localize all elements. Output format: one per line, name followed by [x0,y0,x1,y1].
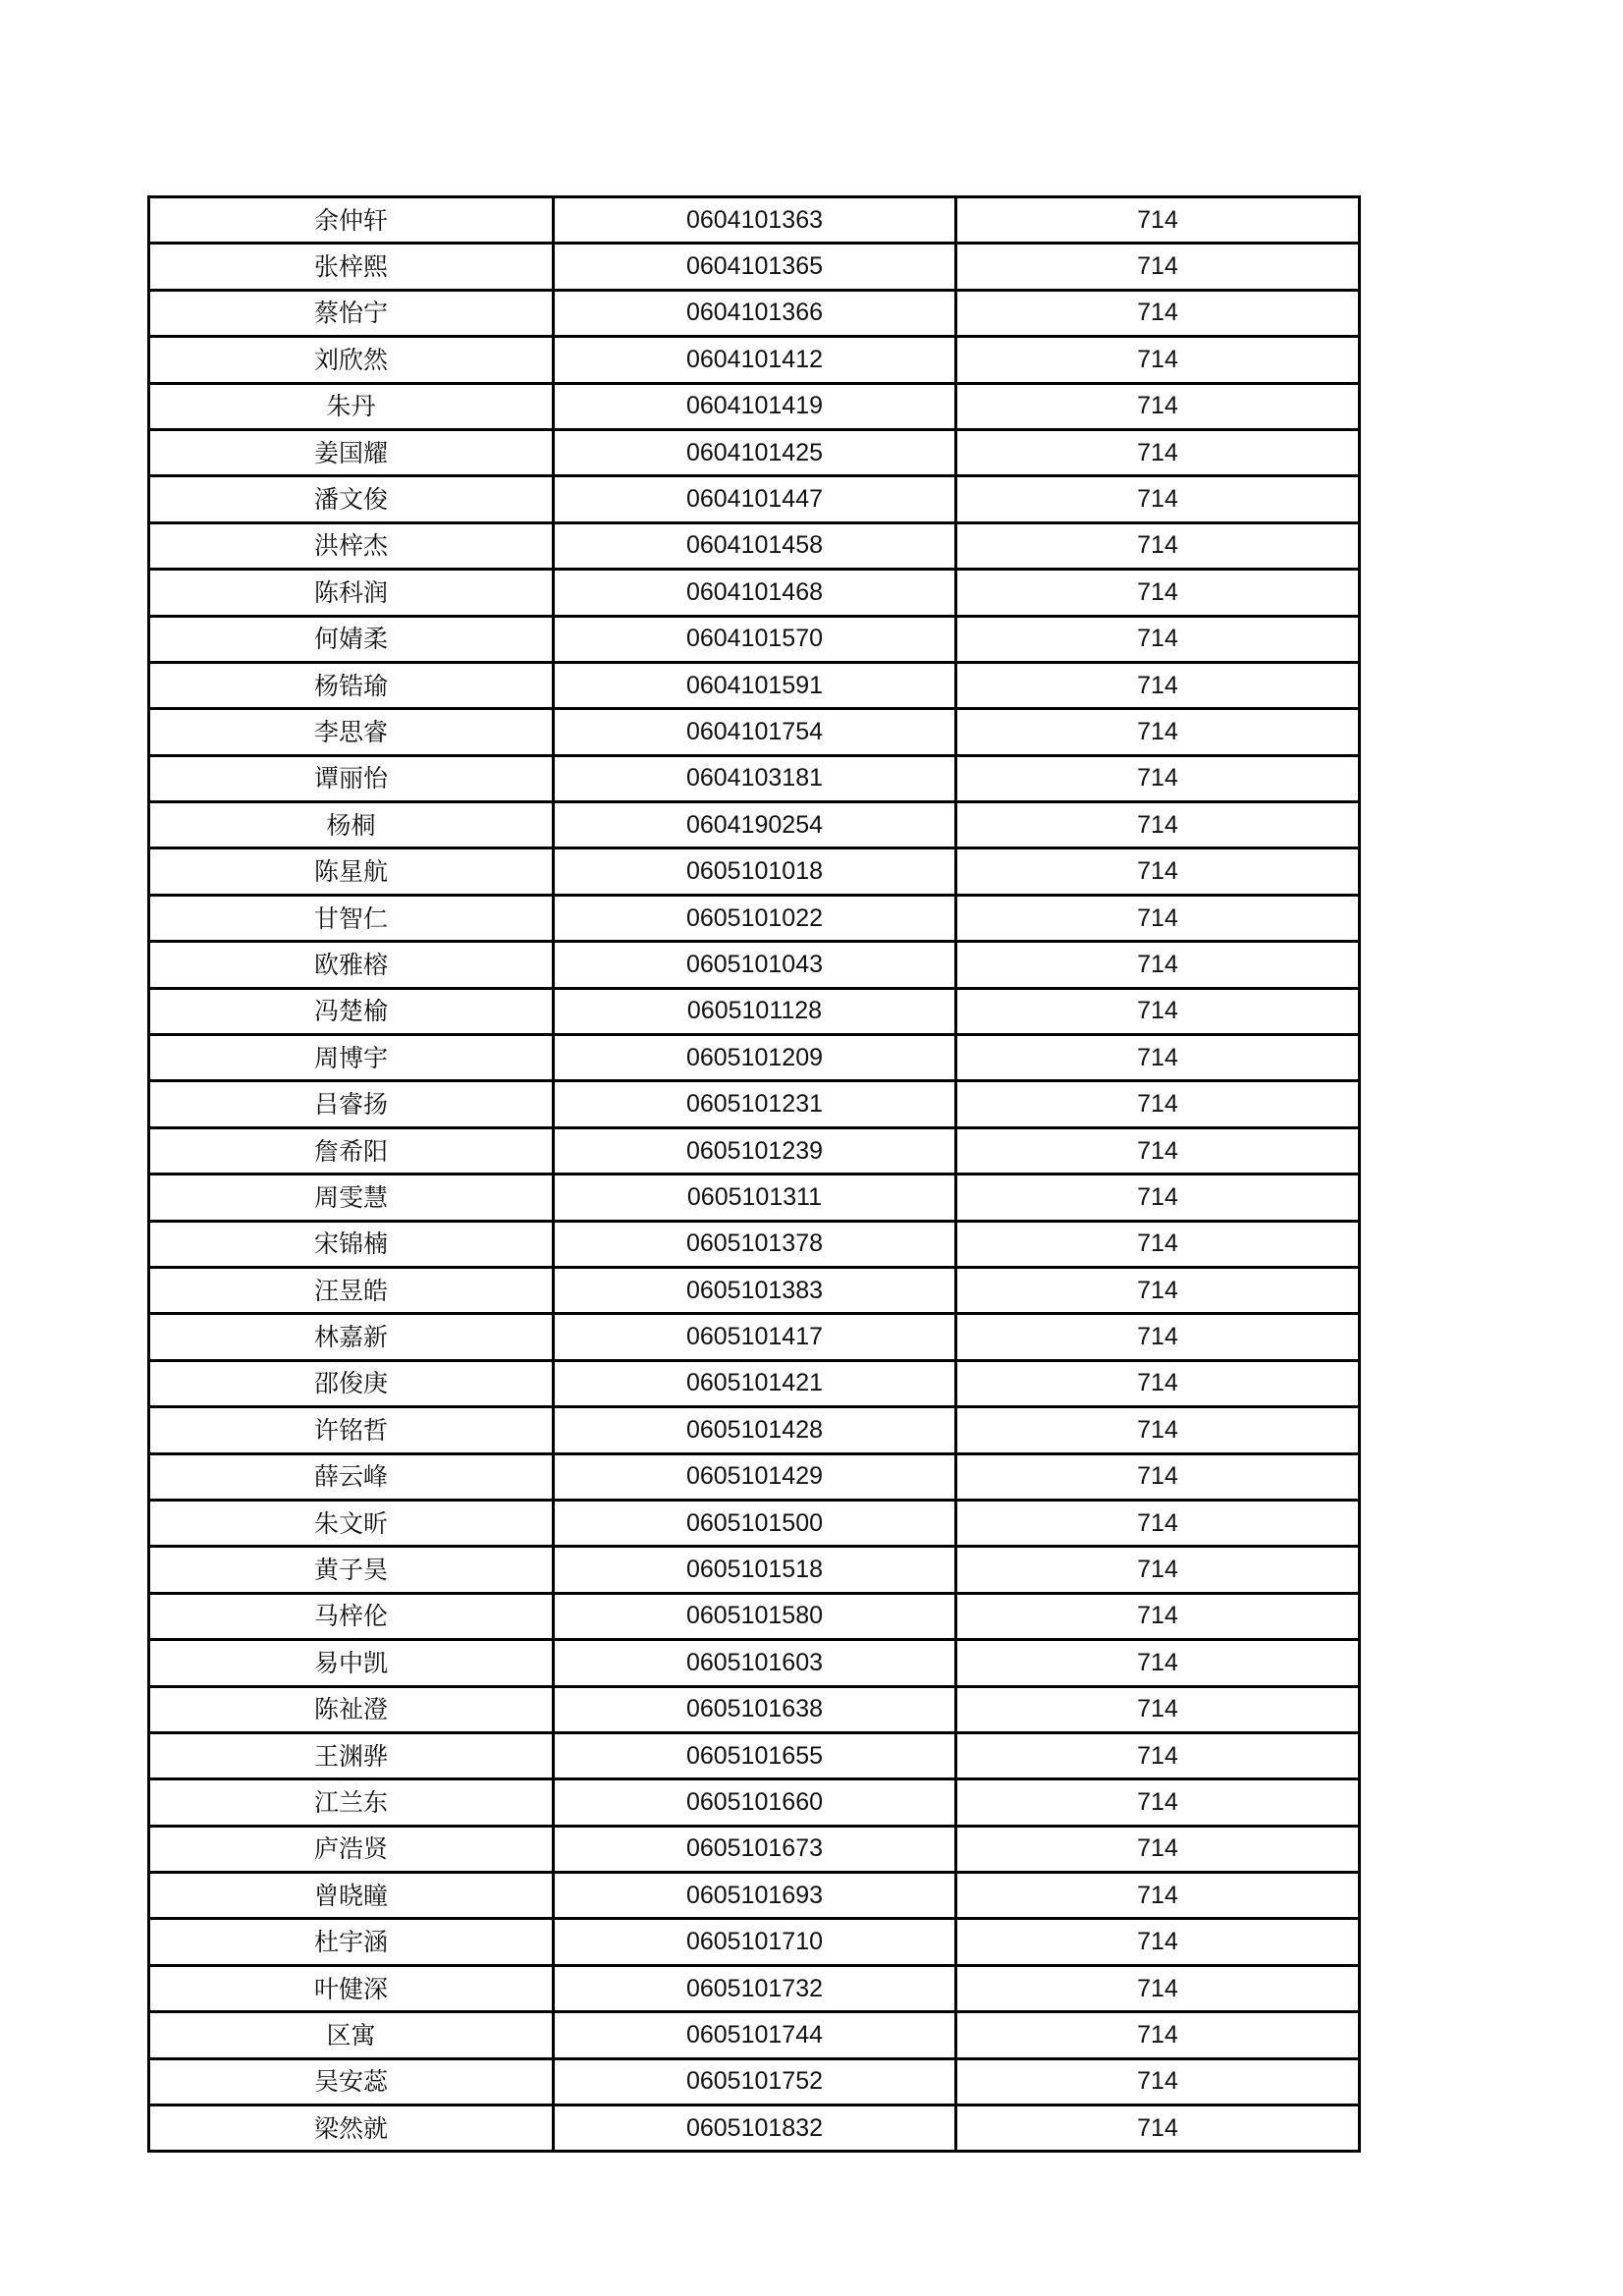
name-cell: 欧雅榕 [149,942,554,988]
table-row [149,1267,1360,1313]
table-row [149,244,1360,290]
name-cell: 黄子昊 [149,1547,554,1593]
code-cell: 714 [956,1873,1360,1919]
code-cell: 714 [956,429,1360,475]
id-cell: 0605101209 [554,1035,956,1081]
table-row [149,1127,1360,1174]
id-cell: 0605101383 [554,1267,956,1313]
code-cell: 714 [956,988,1360,1034]
name-cell: 潘文俊 [149,476,554,522]
code-cell: 714 [956,942,1360,988]
id-cell: 0604101591 [554,662,956,708]
name-cell: 陈科润 [149,570,554,616]
name-cell: 洪梓杰 [149,522,554,569]
code-cell: 714 [956,895,1360,941]
table-row [149,662,1360,708]
table-row [149,1547,1360,1593]
table-row [149,1779,1360,1826]
id-cell: 0604101366 [554,290,956,336]
code-cell: 714 [956,2012,1360,2058]
code-cell: 714 [956,1081,1360,1127]
name-cell: 杨桐 [149,802,554,848]
id-cell: 0605101732 [554,1965,956,2011]
code-cell: 714 [956,2058,1360,2105]
code-cell: 714 [956,244,1360,290]
name-cell: 周博宇 [149,1035,554,1081]
code-cell: 714 [956,1453,1360,1500]
code-cell: 714 [956,1547,1360,1593]
code-cell: 714 [956,662,1360,708]
table-row [149,1686,1360,1732]
table-row [149,2058,1360,2105]
table-row [149,1500,1360,1546]
id-cell: 0605101603 [554,1640,956,1686]
name-cell: 张梓熙 [149,244,554,290]
name-cell: 余仲轩 [149,197,554,244]
table-row [149,755,1360,801]
id-cell: 0605101500 [554,1500,956,1546]
table-row [149,1453,1360,1500]
id-cell: 0605101311 [554,1175,956,1221]
id-cell: 0605101580 [554,1593,956,1639]
name-cell: 邵俊庚 [149,1360,554,1406]
name-cell: 曾晓瞳 [149,1873,554,1919]
name-cell: 汪昱皓 [149,1267,554,1313]
table-row [149,476,1360,522]
name-cell: 区寓 [149,2012,554,2058]
table-row [149,1314,1360,1360]
table-row [149,337,1360,383]
code-cell: 714 [956,1175,1360,1221]
code-cell: 714 [956,1919,1360,1965]
id-cell: 0605101752 [554,2058,956,2105]
table-row [149,848,1360,895]
table-row [149,1919,1360,1965]
code-cell: 714 [956,1732,1360,1778]
id-cell: 0605101231 [554,1081,956,1127]
id-cell: 0605101673 [554,1826,956,1872]
name-cell: 甘智仁 [149,895,554,941]
id-cell: 0605101022 [554,895,956,941]
name-cell: 周雯慧 [149,1175,554,1221]
code-cell: 714 [956,522,1360,569]
table-row [149,1640,1360,1686]
table-row [149,570,1360,616]
name-cell: 吴安蕊 [149,2058,554,2105]
name-cell: 杜宇涵 [149,1919,554,1965]
name-cell: 叶健深 [149,1965,554,2011]
name-cell: 何婧柔 [149,616,554,662]
name-cell: 蔡怡宁 [149,290,554,336]
id-cell: 0605101518 [554,1547,956,1593]
table-row [149,1360,1360,1406]
id-cell: 0605101043 [554,942,956,988]
id-cell: 0605101638 [554,1686,956,1732]
code-cell: 714 [956,570,1360,616]
table-row [149,1965,1360,2011]
name-cell: 易中凯 [149,1640,554,1686]
id-cell: 0605101655 [554,1732,956,1778]
table-row [149,616,1360,662]
table-row [149,2105,1360,2152]
code-cell: 714 [956,1267,1360,1313]
code-cell: 714 [956,709,1360,755]
id-cell: 0605101744 [554,2012,956,2058]
code-cell: 714 [956,1407,1360,1453]
table-row [149,429,1360,475]
id-cell: 0605101018 [554,848,956,895]
code-cell: 714 [956,1500,1360,1546]
name-cell: 吕睿扬 [149,1081,554,1127]
table-row [149,1826,1360,1872]
table-row [149,1175,1360,1221]
name-cell: 林嘉新 [149,1314,554,1360]
code-cell: 714 [956,616,1360,662]
name-cell: 李思睿 [149,709,554,755]
table-row [149,802,1360,848]
code-cell: 714 [956,1360,1360,1406]
code-cell: 714 [956,1826,1360,1872]
id-cell: 0605101429 [554,1453,956,1500]
code-cell: 714 [956,1593,1360,1639]
code-cell: 714 [956,1779,1360,1826]
table-row [149,1035,1360,1081]
code-cell: 714 [956,476,1360,522]
id-cell: 0605101710 [554,1919,956,1965]
name-cell: 詹希阳 [149,1127,554,1174]
name-cell: 马梓伦 [149,1593,554,1639]
table-row [149,1407,1360,1453]
name-cell: 朱丹 [149,383,554,429]
code-cell: 714 [956,1640,1360,1686]
id-cell: 0605101428 [554,1407,956,1453]
id-cell: 0604101363 [554,197,956,244]
code-cell: 714 [956,755,1360,801]
name-cell: 江兰东 [149,1779,554,1826]
id-cell: 0604101447 [554,476,956,522]
table-row [149,1732,1360,1778]
table-row [149,383,1360,429]
table-row [149,895,1360,941]
table-row [149,1081,1360,1127]
name-cell: 王渊骅 [149,1732,554,1778]
code-cell: 714 [956,1035,1360,1081]
name-cell: 姜国耀 [149,429,554,475]
id-cell: 0604103181 [554,755,956,801]
table-row [149,1221,1360,1267]
name-cell: 冯楚榆 [149,988,554,1034]
id-cell: 0604101570 [554,616,956,662]
id-cell: 0604101412 [554,337,956,383]
id-cell: 0604190254 [554,802,956,848]
id-cell: 0604101365 [554,244,956,290]
id-cell: 0605101128 [554,988,956,1034]
id-cell: 0605101239 [554,1127,956,1174]
id-cell: 0605101417 [554,1314,956,1360]
name-cell: 庐浩贤 [149,1826,554,1872]
id-cell: 0605101378 [554,1221,956,1267]
code-cell: 714 [956,1965,1360,2011]
table-row [149,290,1360,336]
name-cell: 梁然就 [149,2105,554,2152]
code-cell: 714 [956,2105,1360,2152]
roster-table-body [149,197,1360,2152]
id-cell: 0604101754 [554,709,956,755]
name-cell: 朱文昕 [149,1500,554,1546]
code-cell: 714 [956,337,1360,383]
table-row [149,988,1360,1034]
table-row [149,2012,1360,2058]
table-row [149,942,1360,988]
id-cell: 0604101458 [554,522,956,569]
code-cell: 714 [956,848,1360,895]
table-row [149,1873,1360,1919]
code-cell: 714 [956,383,1360,429]
name-cell: 宋锦楠 [149,1221,554,1267]
code-cell: 714 [956,290,1360,336]
name-cell: 陈祉澄 [149,1686,554,1732]
code-cell: 714 [956,1314,1360,1360]
name-cell: 杨锆瑜 [149,662,554,708]
name-cell: 刘欣然 [149,337,554,383]
code-cell: 714 [956,197,1360,244]
table-row [149,709,1360,755]
table-row [149,1593,1360,1639]
code-cell: 714 [956,1686,1360,1732]
id-cell: 0604101468 [554,570,956,616]
code-cell: 714 [956,802,1360,848]
name-cell: 许铭哲 [149,1407,554,1453]
id-cell: 0604101425 [554,429,956,475]
code-cell: 714 [956,1221,1360,1267]
name-cell: 陈星航 [149,848,554,895]
table-row [149,522,1360,569]
id-cell: 0605101832 [554,2105,956,2152]
id-cell: 0605101660 [554,1779,956,1826]
table-row [149,197,1360,244]
id-cell: 0605101693 [554,1873,956,1919]
name-cell: 谭丽怡 [149,755,554,801]
code-cell: 714 [956,1127,1360,1174]
id-cell: 0604101419 [554,383,956,429]
name-cell: 薛云峰 [149,1453,554,1500]
roster-table [147,195,1361,2153]
id-cell: 0605101421 [554,1360,956,1406]
